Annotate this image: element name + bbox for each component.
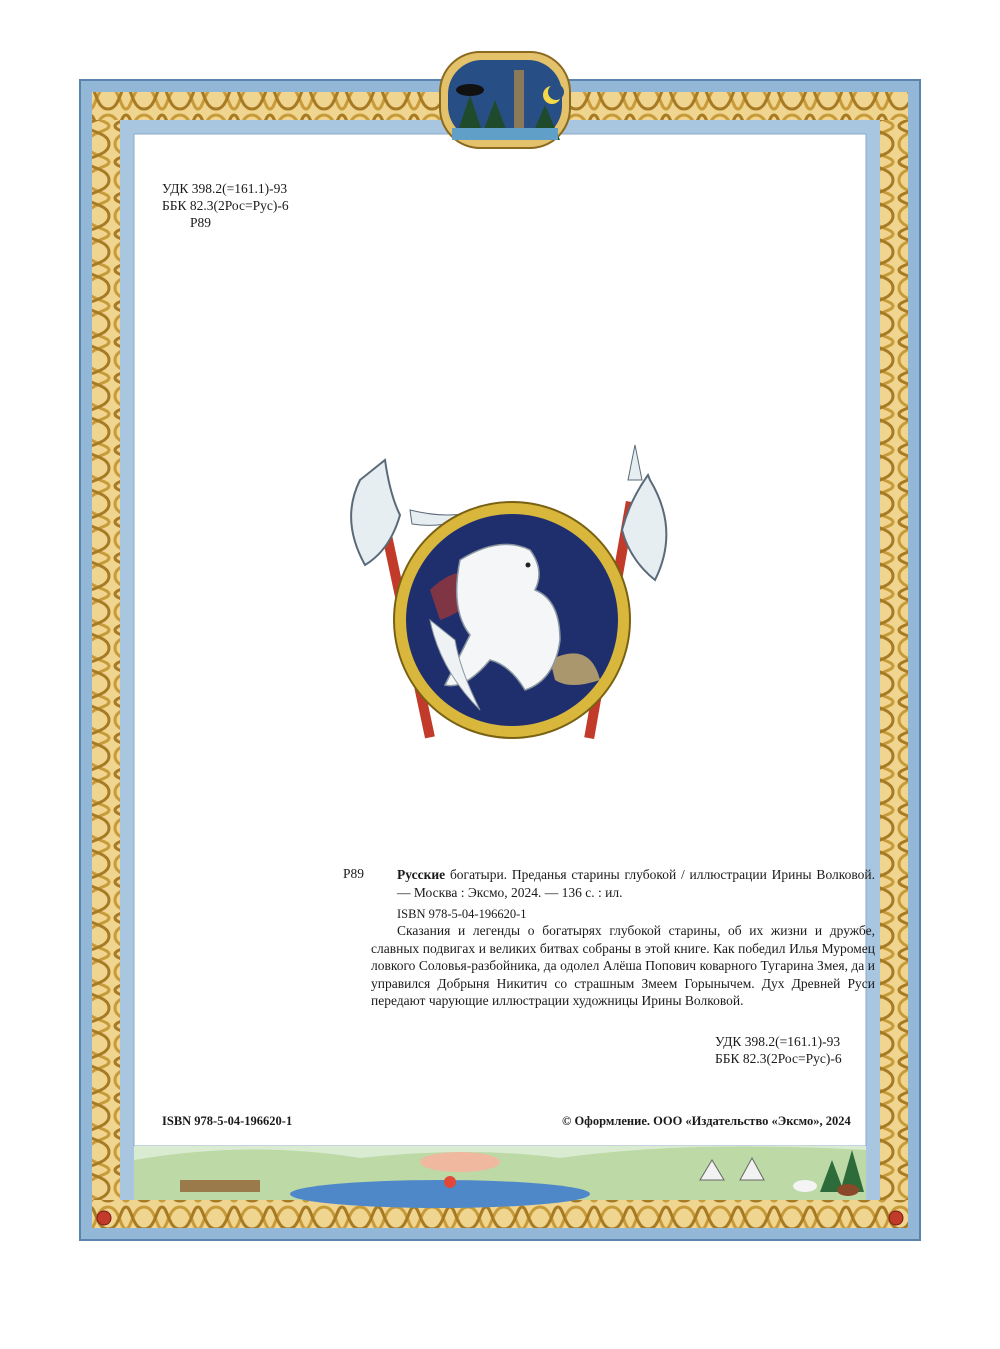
footer-copyright: © Оформление. ООО «Издательство «Эксмо», 2024: [562, 1114, 851, 1128]
emblem-shield-with-horse-icon: [330, 440, 690, 750]
entry-isbn: ISBN 978-5-04-196620-1: [397, 907, 527, 921]
entry-title-bold: Русские: [397, 867, 446, 882]
top-vignette-night-forest-icon: [440, 52, 570, 148]
bottom-vignette-river-landscape-icon: [134, 1146, 866, 1208]
footer-isbn: ISBN 978-5-04-196620-1: [162, 1114, 293, 1128]
bbk-code: ББК 82.3(2Рос=Рус)-6: [162, 198, 289, 213]
udk-bbk-header: [162, 180, 289, 231]
entry-udk: УДК 398.2(=161.1)-93: [715, 1034, 841, 1049]
author-mark: Р89: [190, 215, 212, 230]
entry-author-mark: Р89: [343, 866, 365, 881]
book-annotation: Сказания и легенды о богатырях глубокой старины, об их жизни и дружбе, славных подвигах и великих битвах собраны в этой книге. Как победил Илья Муромец ловкого Соловья-разбойника, да одолел Алёша Попович коварного Тугарина Змея, да и управился Добрыня Никитич со страшным Змеем Горынычем. Дух Древней Руси передают чарующие иллюстрации художницы Ирины Волковой.: [371, 923, 875, 1008]
entry-classification: [715, 1033, 842, 1067]
entry-description: богатыри. Преданья старины глубокой / иллюстрации Ирины Волковой. — Москва : Эксмо, 2024. — 136 с. : ил.: [397, 867, 876, 900]
entry-bbk: ББК 82.3(2Рос=Рус)-6: [715, 1051, 842, 1066]
udk-code: УДК 398.2(=161.1)-93: [162, 181, 288, 196]
bibliographic-description: [397, 866, 875, 901]
